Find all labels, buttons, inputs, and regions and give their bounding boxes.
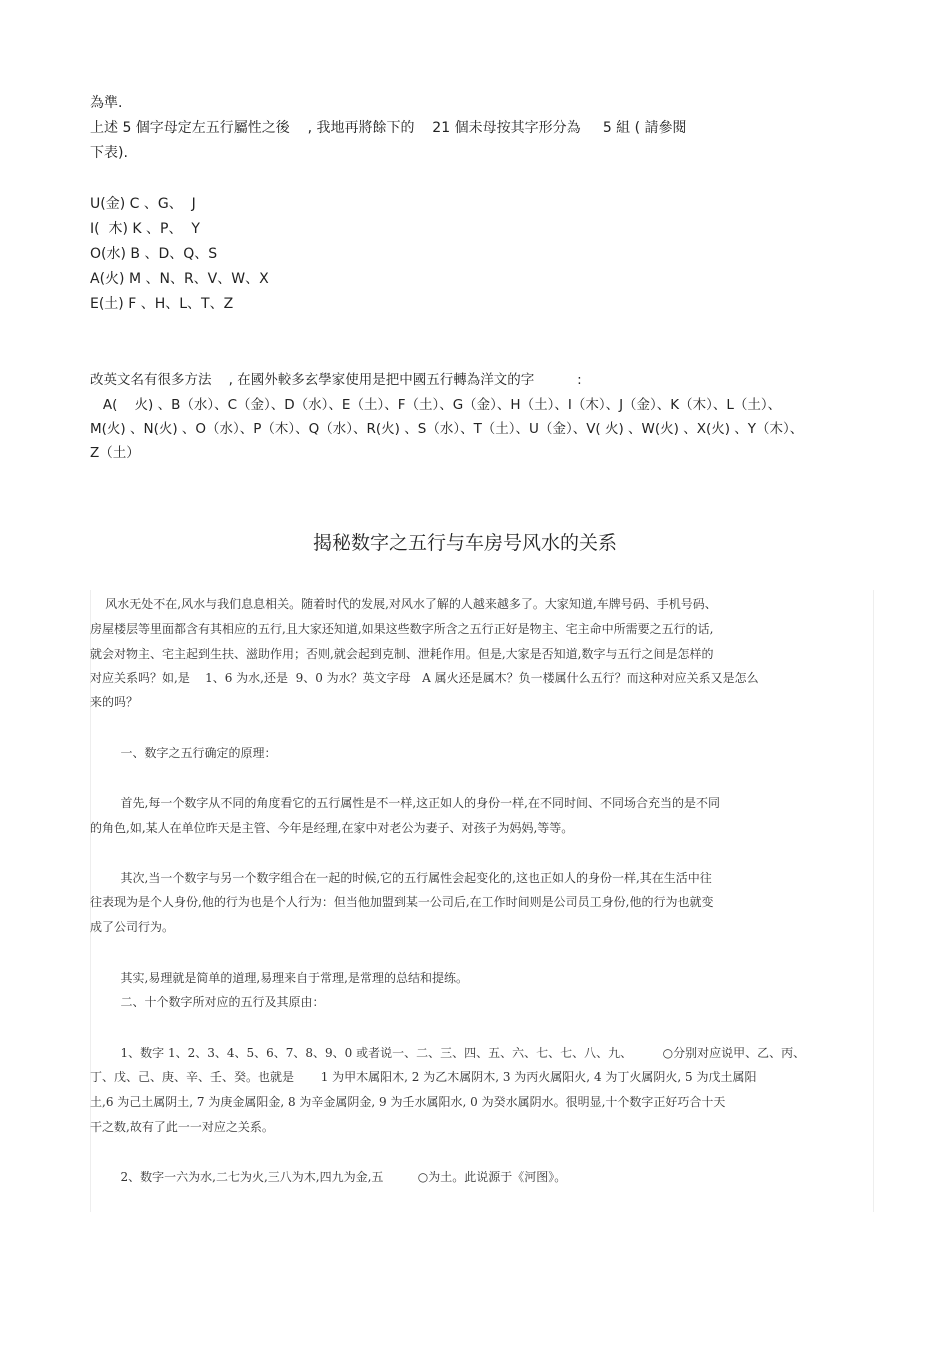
article-title: 揭秘数字之五行与车房号风水的关系 [312, 532, 617, 554]
article-line: 房屋楼层等里面都含有其相应的五行,且大家还知道,如果这些数字所含之五行正好是物主、宅主命中所需要之五行的话, [90, 622, 714, 636]
group-line: I( 木) K 、P、 Y [90, 221, 200, 237]
article-line: 其次,当一个数字与另一个数字组合在一起的时候,它的五行属性会起变化的,这也正如人的身份一样,其在生活中往 [90, 871, 712, 885]
mapping-line: A( 火) 、B（水）、C（金）、D（水）、E（土）、F（土）、G（金）、H（土）、I（木）、J（金）、K（木）、L（土）、 [90, 397, 782, 413]
text-line: 為準. [90, 95, 123, 111]
article-line: 其实,易理就是简单的道理,易理来自于常理,是常理的总结和提练。 [90, 971, 468, 985]
article-line: 丁、戊、己、庚、辛、壬、癸。也就是 1 为甲木属阳木, 2 为乙木属阴木, 3 为丙火属阳火, 4 为丁火属阴火, 5 为戊土属阳 [90, 1070, 757, 1084]
group-line: U(金) C 、G、 J [90, 196, 196, 212]
text-line: 上述 5 個字母定左五行屬性之後 , 我地再將餘下的 21 個未母按其字形分為 5 組 ( 請參閱 [90, 120, 687, 136]
section-heading: 一、数字之五行确定的原理： [90, 746, 277, 760]
mapping-line: 改英文名有很多方法 , 在國外較多玄學家使用是把中國五行轉為洋文的字 : [90, 372, 582, 388]
article-line: 就会对物主、宅主起到生扶、滋助作用；否则,就会起到克制、泄耗作用。但是,大家是否知道,数字与五行之间是怎样的 [90, 647, 714, 661]
mapping-line: Z（土） [90, 445, 140, 461]
article-line: 来的吗？ [90, 695, 139, 709]
article-line: 土,6 为己土属阴土, 7 为庚金属阳金, 8 为辛金属阴金, 9 为壬水属阳水, 0 为癸水属阴水。很明显,十个数字正好巧合十天 [90, 1095, 726, 1109]
article-line: 1、数字 1、2、3、4、5、6、7、8、9、0 或者说一、二、三、四、五、六、七、七、八、九、 ○分别对应说甲、乙、丙、 [90, 1046, 806, 1060]
article-line: 的角色,如,某人在单位昨天是主管、今年是经理,在家中对老公为妻子、对孩子为妈妈,等等。 [90, 821, 574, 835]
article-line: 首先,每一个数字从不同的角度看它的五行属性是不一样,这正如人的身份一样,在不同时间、不同场合充当的是不同 [90, 796, 720, 810]
section-heading: 二、十个数字所对应的五行及其原由： [90, 995, 325, 1009]
article-line: 往表现为是个人身份,他的行为也是个人行为：但当他加盟到某一公司后,在工作时间则是公司员工身份,他的行为也就变 [90, 895, 714, 909]
article-line: 干之数,故有了此一一对应之关系。 [90, 1120, 274, 1134]
article-line: 风水无处不在,风水与我们息息相关。随着时代的发展,对风水了解的人越来越多了。大家知道,车牌号码、手机号码、 [90, 597, 717, 611]
group-line: A(火) M 、N、R、V、W、X [90, 271, 269, 287]
article-line: 2、数字一六为水,二七为火,三八为木,四九为金,五 ○为土。此说源于《河图》。 [90, 1170, 567, 1184]
group-line: O(水) B 、D、Q、S [90, 246, 218, 262]
mapping-line: M(火) 、N(火) 、O（水）、P（木）、Q（水）、R(火) 、S（水）、T（土）、U（金）、V( 火) 、W(火) 、X(火) 、Y（木）、 [90, 421, 804, 437]
text-line: 下表). [90, 145, 128, 161]
article-line: 成了公司行为。 [90, 920, 175, 934]
group-line: E(土) F 、H、L、T、Z [90, 296, 234, 312]
article-line: 对应关系吗？如,是 1、6 为水,还是 9、0 为水？英文字母 A 属火还是属木？负一楼属什么五行？而这种对应关系又是怎么 [90, 671, 759, 685]
